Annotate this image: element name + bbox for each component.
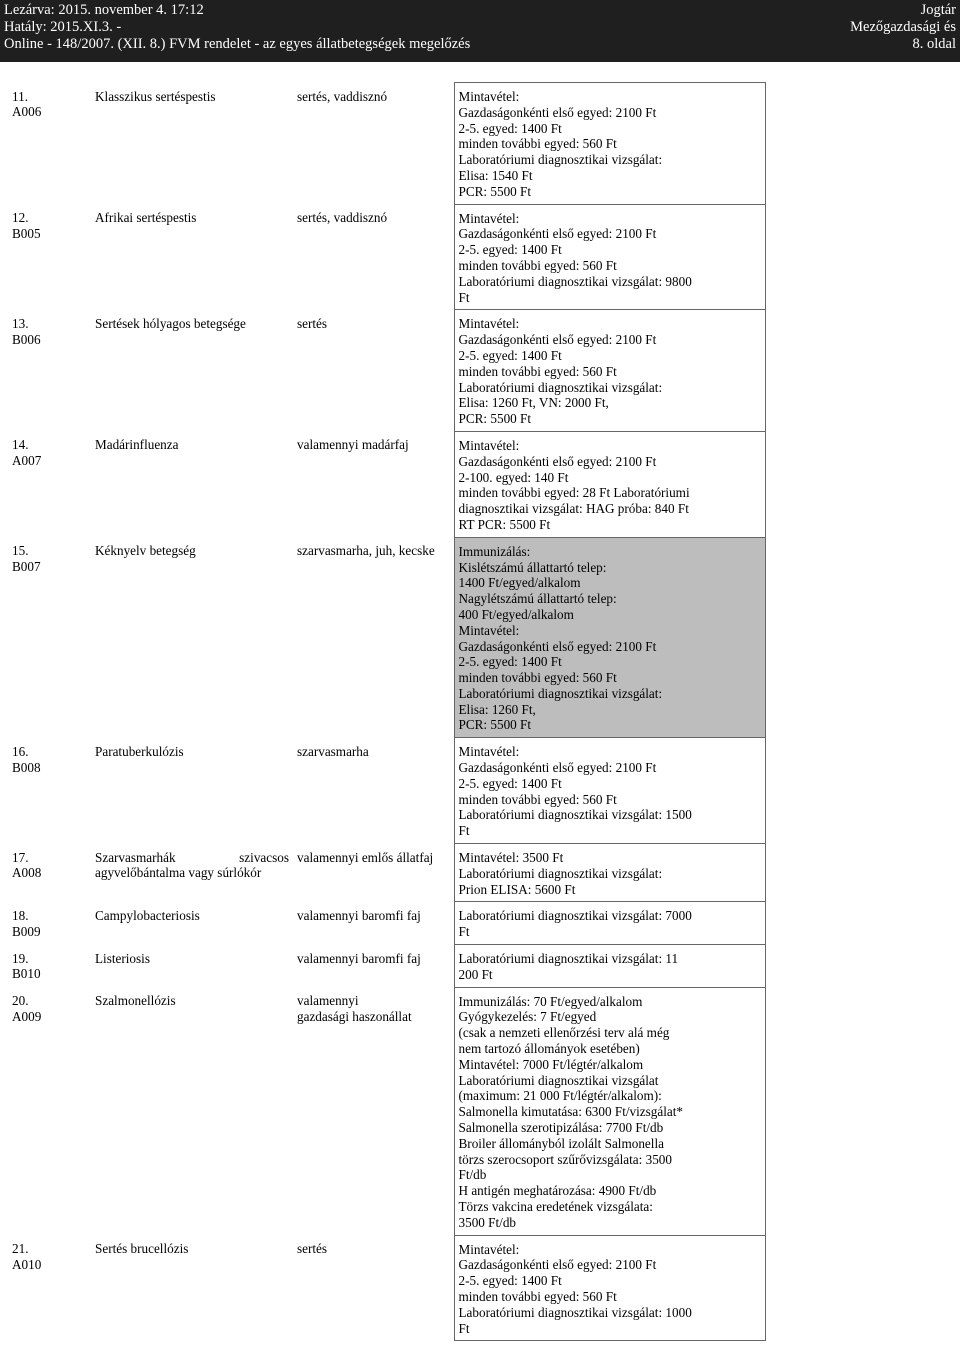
row-number: 11. <box>12 88 28 104</box>
disease-name: agyvelőbántalma vagy súrlókór <box>95 865 262 881</box>
disease-name: Listeriosis <box>95 950 150 966</box>
row-number: 12. <box>12 210 29 226</box>
species-name: szarvasmarha, juh, kecske <box>297 543 435 559</box>
fee-line: Ft <box>458 1320 470 1336</box>
species-cell <box>293 310 454 432</box>
fee-line: diagnosztikai vizsgálat: HAG próba: 840 Ft <box>458 501 689 517</box>
row-number-code-cell <box>8 83 91 205</box>
species-cell <box>293 902 454 945</box>
fee-line: RT PCR: 5500 Ft <box>458 516 551 532</box>
table-row <box>8 431 765 537</box>
fee-line: Ft <box>458 289 470 305</box>
disease-code: B008 <box>12 759 41 775</box>
fee-table-body <box>8 83 765 1341</box>
header-closed-date: Lezárva: 2015. november 4. 17:12 <box>4 2 204 18</box>
fee-cell <box>454 738 765 844</box>
fee-line: 2-5. egyed: 1400 Ft <box>458 347 562 363</box>
species-name: valamennyi madárfaj <box>297 437 409 453</box>
species-cell <box>293 987 454 1235</box>
species-name: valamennyi <box>297 993 359 1009</box>
header-category: Mezőgazdasági és <box>850 19 956 35</box>
table-row <box>8 310 765 432</box>
fee-line: 3500 Ft/db <box>458 1214 517 1230</box>
fee-line: 200 Ft <box>458 966 493 982</box>
disease-name-cell <box>91 902 293 945</box>
table-row <box>8 1235 765 1341</box>
fee-cell <box>454 431 765 537</box>
fee-line: Mintavétel: <box>458 744 520 760</box>
fee-line: Elisa: 1540 Ft <box>458 167 533 183</box>
species-name: sertés, vaddisznó <box>297 210 388 226</box>
fee-line: Laboratóriumi diagnosztikai vizsgálat: 9800 <box>458 273 692 289</box>
disease-name: Szarvasmarhák szivacsos <box>95 849 289 865</box>
fee-line: Laboratóriumi diagnosztikai vizsgálat: <box>458 865 663 881</box>
disease-name: Madárinfluenza <box>95 437 179 453</box>
disease-code: B010 <box>12 966 41 982</box>
fee-line: Ft/db <box>458 1167 487 1183</box>
fee-table-container <box>8 82 765 1341</box>
fee-line: Gazdaságonkénti első egyed: 2100 Ft <box>458 760 657 776</box>
row-number: 16. <box>12 743 29 759</box>
row-number-code-cell <box>8 431 91 537</box>
disease-code: A007 <box>12 453 42 469</box>
row-number: 14. <box>12 437 29 453</box>
fee-line: 2-5. egyed: 1400 Ft <box>458 654 562 670</box>
header-effective-date: Hatály: 2015.XI.3. - <box>4 19 122 35</box>
fee-line: Prion ELISA: 5600 Ft <box>458 881 576 897</box>
disease-name: Klasszikus sertéspestis <box>95 88 216 104</box>
fee-line: minden további egyed: 560 Ft <box>458 257 617 273</box>
fee-line: Mintavétel: <box>458 437 520 453</box>
row-number: 20. <box>12 993 29 1009</box>
fee-line: Salmonella szerotipizálása: 7700 Ft/db <box>458 1120 664 1136</box>
row-number: 19. <box>12 950 29 966</box>
fee-line: Laboratóriumi diagnosztikai vizsgálat: 11 <box>458 951 679 967</box>
disease-code: A009 <box>12 1008 42 1024</box>
fee-line: Mintavétel: <box>458 316 520 332</box>
header-publisher: Jogtár <box>920 2 956 18</box>
fee-line: Laboratóriumi diagnosztikai vizsgálat: 7000 <box>458 908 692 924</box>
disease-name-cell <box>91 1235 293 1341</box>
row-number: 18. <box>12 907 29 923</box>
fee-line: Mintavétel: <box>458 622 520 638</box>
disease-name-cell <box>91 83 293 205</box>
fee-line: 2-5. egyed: 1400 Ft <box>458 242 562 258</box>
fee-line: Laboratóriumi diagnosztikai vizsgálat: <box>458 152 663 168</box>
fee-line: Gazdaságonkénti első egyed: 2100 Ft <box>458 332 657 348</box>
fee-line: PCR: 5500 Ft <box>458 717 532 733</box>
header-left <box>4 2 470 53</box>
species-name: sertés <box>297 315 328 331</box>
header-right <box>850 2 956 53</box>
disease-name-cell <box>91 431 293 537</box>
disease-name: Afrikai sertéspestis <box>95 210 197 226</box>
row-number-code-cell <box>8 844 91 902</box>
species-name: sertés <box>297 1241 328 1257</box>
fee-line: Ft <box>458 823 470 839</box>
fee-line: nem tartozó állományok esetében) <box>458 1041 640 1057</box>
fee-line: PCR: 5500 Ft <box>458 411 532 427</box>
fee-line: Laboratóriumi diagnosztikai vizsgálat: <box>458 685 663 701</box>
fee-line: 2-100. egyed: 140 Ft <box>458 469 569 485</box>
fee-cell <box>454 1235 765 1341</box>
disease-code: A008 <box>12 865 42 881</box>
species-cell <box>293 945 454 988</box>
disease-name-cell <box>91 738 293 844</box>
table-row <box>8 738 765 844</box>
fee-line: Gazdaságonkénti első egyed: 2100 Ft <box>458 453 657 469</box>
table-row <box>8 537 765 738</box>
fee-cell <box>454 902 765 945</box>
fee-line: H antigén meghatározása: 4900 Ft/db <box>458 1183 657 1199</box>
fee-line: Elisa: 1260 Ft, <box>458 701 536 717</box>
fee-line: minden további egyed: 560 Ft <box>458 136 617 152</box>
species-cell <box>293 844 454 902</box>
disease-name-cell <box>91 537 293 738</box>
fee-line: Mintavétel: 7000 Ft/légtér/alkalom <box>458 1056 644 1072</box>
fee-cell <box>454 844 765 902</box>
fee-line: törzs szerocsoport szűrővizsgálata: 3500 <box>458 1151 672 1167</box>
fee-line: Gazdaságonkénti első egyed: 2100 Ft <box>458 1257 657 1273</box>
row-number: 15. <box>12 543 29 559</box>
fee-line: (csak a nemzeti ellenőrzési terv alá még <box>458 1025 670 1041</box>
species-name: szarvasmarha <box>297 743 369 759</box>
disease-code: A006 <box>12 104 42 120</box>
disease-code: A010 <box>12 1256 42 1272</box>
species-cell <box>293 738 454 844</box>
fee-line: minden további egyed: 560 Ft <box>458 1288 617 1304</box>
disease-name-cell <box>91 204 293 310</box>
species-cell <box>293 1235 454 1341</box>
disease-name: Paratuberkulózis <box>95 743 184 759</box>
disease-code: B006 <box>12 331 41 347</box>
fee-line: Törzs vakcina eredetének vizsgálata: <box>458 1199 653 1214</box>
fee-line: minden további egyed: 560 Ft <box>458 670 617 686</box>
disease-code: B007 <box>12 559 41 575</box>
fee-line: PCR: 5500 Ft <box>458 183 532 199</box>
disease-name: Sertések hólyagos betegsége <box>95 315 246 331</box>
fee-line: Mintavétel: <box>458 210 520 226</box>
header-page-number: 8. oldal <box>912 36 956 52</box>
table-row <box>8 945 765 988</box>
fee-line: Immunizálás: 70 Ft/egyed/alkalom <box>458 993 643 1009</box>
fee-line: Laboratóriumi diagnosztikai vizsgálat: 1500 <box>458 807 692 823</box>
row-number: 13. <box>12 315 29 331</box>
fee-line: Broiler állományból izolált Salmonella <box>458 1135 664 1151</box>
species-name: gazdasági haszonállat <box>297 1008 412 1024</box>
disease-name: Kéknyelv betegség <box>95 543 196 559</box>
row-number-code-cell <box>8 537 91 738</box>
fee-table <box>8 82 766 1341</box>
fee-line: Gazdaságonkénti első egyed: 2100 Ft <box>458 104 657 120</box>
row-number-code-cell <box>8 738 91 844</box>
species-cell <box>293 83 454 205</box>
fee-line: 2-5. egyed: 1400 Ft <box>458 120 562 136</box>
table-row <box>8 844 765 902</box>
row-number-code-cell <box>8 310 91 432</box>
header-document-title: Online - 148/2007. (XII. 8.) FVM rendelet - az egyes állatbetegségek megelőzés <box>4 36 471 52</box>
fee-line: 1400 Ft/egyed/alkalom <box>458 575 581 591</box>
disease-code: B009 <box>12 923 41 939</box>
fee-cell <box>454 987 765 1235</box>
fee-line: (maximum: 21 000 Ft/légtér/alkalom): <box>458 1088 662 1104</box>
disease-code: B005 <box>12 225 41 241</box>
fee-line: Mintavétel: <box>458 1241 520 1257</box>
species-cell <box>293 204 454 310</box>
species-name: valamennyi baromfi faj <box>297 950 421 966</box>
table-row <box>8 204 765 310</box>
fee-cell <box>454 204 765 310</box>
fee-line: Mintavétel: 3500 Ft <box>458 850 564 866</box>
species-name: sertés, vaddisznó <box>297 88 388 104</box>
fee-line: 2-5. egyed: 1400 Ft <box>458 1273 562 1289</box>
disease-name: Campylobacteriosis <box>95 907 200 923</box>
disease-name: Szalmonellózis <box>95 993 176 1009</box>
disease-name: Sertés brucellózis <box>95 1241 189 1257</box>
fee-line: 400 Ft/egyed/alkalom <box>458 606 574 622</box>
disease-name-cell <box>91 987 293 1235</box>
fee-cell <box>454 310 765 432</box>
table-row <box>8 902 765 945</box>
table-row <box>8 83 765 205</box>
fee-line: Kislétszámú állattartó telep: <box>458 559 607 575</box>
fee-line: Gyógykezelés: 7 Ft/egyed <box>458 1009 597 1025</box>
row-number-code-cell <box>8 902 91 945</box>
species-name: valamennyi baromfi faj <box>297 907 421 923</box>
fee-line: Immunizálás: <box>458 543 531 559</box>
fee-line: minden további egyed: 560 Ft <box>458 363 617 379</box>
fee-line: Mintavétel: <box>458 89 520 104</box>
species-cell <box>293 537 454 738</box>
disease-name-cell <box>91 945 293 988</box>
table-row <box>8 987 765 1235</box>
fee-cell <box>454 83 765 205</box>
fee-line: Laboratóriumi diagnosztikai vizsgálat <box>458 1072 659 1088</box>
row-number-code-cell <box>8 945 91 988</box>
fee-line: Ft <box>458 924 470 940</box>
fee-line: Salmonella kimutatása: 6300 Ft/vizsgálat* <box>458 1104 684 1120</box>
row-number: 21. <box>12 1241 29 1257</box>
fee-line: Nagylétszámú állattartó telep: <box>458 591 617 607</box>
fee-line: Elisa: 1260 Ft, VN: 2000 Ft, <box>458 395 609 411</box>
row-number-code-cell <box>8 1235 91 1341</box>
row-number: 17. <box>12 849 29 865</box>
fee-line: Gazdaságonkénti első egyed: 2100 Ft <box>458 226 657 242</box>
fee-line: Gazdaságonkénti első egyed: 2100 Ft <box>458 638 657 654</box>
fee-line: minden további egyed: 560 Ft <box>458 791 617 807</box>
species-name: valamennyi emlős állatfaj <box>297 849 434 865</box>
disease-name-cell <box>91 310 293 432</box>
fee-line: Laboratóriumi diagnosztikai vizsgálat: <box>458 379 663 395</box>
fee-line: minden további egyed: 28 Ft Laboratóriumi <box>458 485 690 501</box>
fee-line: 2-5. egyed: 1400 Ft <box>458 775 562 791</box>
document-header <box>0 0 960 62</box>
fee-cell-highlighted <box>454 537 765 738</box>
fee-line: Laboratóriumi diagnosztikai vizsgálat: 1000 <box>458 1304 692 1320</box>
row-number-code-cell <box>8 987 91 1235</box>
disease-name-cell <box>91 844 293 902</box>
fee-cell <box>454 945 765 988</box>
species-cell <box>293 431 454 537</box>
row-number-code-cell <box>8 204 91 310</box>
